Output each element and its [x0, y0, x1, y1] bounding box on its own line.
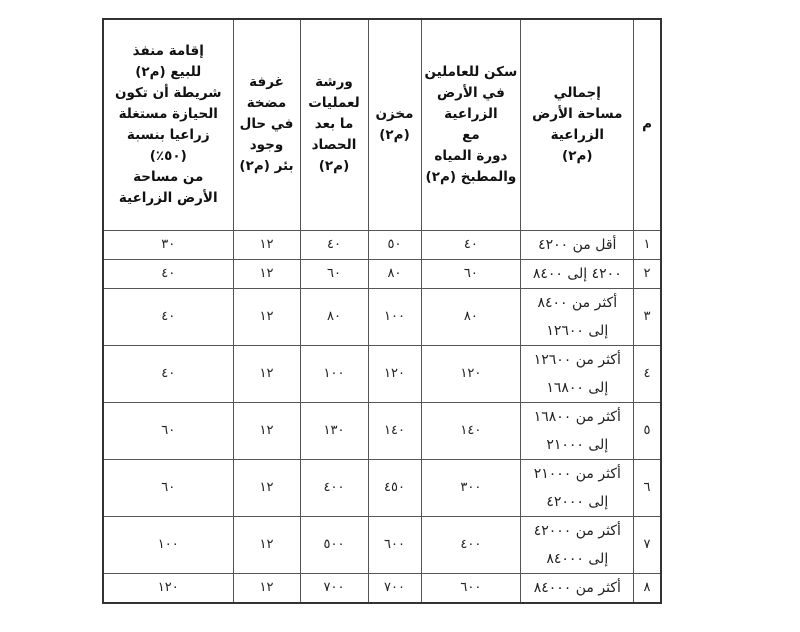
row-index: ٣	[634, 288, 661, 345]
storage-value: ١٤٠	[368, 402, 421, 459]
area-range: أكثر من ٢١٠٠٠ إلى ٤٢٠٠٠	[521, 459, 634, 516]
workshop-value: ٨٠	[300, 288, 368, 345]
outlet-value: ٤٠	[103, 288, 233, 345]
header-pump-room: غرفة مضخة في حال وجود بئر (م٢)	[233, 19, 300, 230]
pump-value: ١٢	[233, 259, 300, 288]
area-range: أكثر من ١٦٨٠٠ إلى ٢١٠٠٠	[521, 402, 634, 459]
outlet-value: ٦٠	[103, 459, 233, 516]
workshop-value: ٤٠٠	[300, 459, 368, 516]
row-index: ٧	[634, 516, 661, 573]
housing-value: ٨٠	[421, 288, 521, 345]
table-row	[103, 573, 661, 603]
workshop-value: ١٠٠	[300, 345, 368, 402]
pump-value: ١٢	[233, 516, 300, 573]
storage-value: ٥٠	[368, 230, 421, 259]
header-index: م	[634, 19, 661, 230]
pump-value: ١٢	[233, 345, 300, 402]
housing-value: ١٢٠	[421, 345, 521, 402]
area-range: أكثر من ٤٢٠٠٠ إلى ٨٤٠٠٠	[521, 516, 634, 573]
header-sales-outlet: إقامة منفذ للبيع (م٢) شريطة أن تكون الحيازة مستغلة زراعيا بنسبة (٥٠٪) من مساحة الأرض الزراعية	[103, 19, 233, 230]
area-range: أكثر من ٨٤٠٠ إلى ١٢٦٠٠	[521, 288, 634, 345]
table-row	[103, 288, 661, 345]
workshop-value: ٥٠٠	[300, 516, 368, 573]
building-allowance-table	[102, 18, 662, 604]
pump-value: ١٢	[233, 459, 300, 516]
housing-value: ١٤٠	[421, 402, 521, 459]
storage-value: ٧٠٠	[368, 573, 421, 603]
workshop-value: ٧٠٠	[300, 573, 368, 603]
outlet-value: ١٠٠	[103, 516, 233, 573]
area-range: أقل من ٤٢٠٠	[521, 230, 634, 259]
housing-value: ٣٠٠	[421, 459, 521, 516]
storage-value: ٤٥٠	[368, 459, 421, 516]
header-storage: مخزن (م٢)	[368, 19, 421, 230]
workshop-value: ٦٠	[300, 259, 368, 288]
pump-value: ١٢	[233, 573, 300, 603]
row-index: ٢	[634, 259, 661, 288]
area-range: ٤٢٠٠ إلى ٨٤٠٠	[521, 259, 634, 288]
area-range: أكثر من ١٢٦٠٠ إلى ١٦٨٠٠	[521, 345, 634, 402]
housing-value: ٦٠٠	[421, 573, 521, 603]
storage-value: ٦٠٠	[368, 516, 421, 573]
storage-value: ١٢٠	[368, 345, 421, 402]
row-index: ٥	[634, 402, 661, 459]
header-worker-housing: سكن للعاملين في الأرض الزراعية مع دورة المياه والمطبخ (م٢)	[421, 19, 521, 230]
housing-value: ٦٠	[421, 259, 521, 288]
workshop-value: ٤٠	[300, 230, 368, 259]
outlet-value: ٤٠	[103, 345, 233, 402]
row-index: ١	[634, 230, 661, 259]
workshop-value: ١٣٠	[300, 402, 368, 459]
table-row	[103, 259, 661, 288]
table-row	[103, 345, 661, 402]
area-range: أكثر من ٨٤٠٠٠	[521, 573, 634, 603]
header-row	[103, 19, 661, 230]
table-row	[103, 516, 661, 573]
header-total-area: إجمالي مساحة الأرض الزراعية (م٢)	[521, 19, 634, 230]
table-row	[103, 230, 661, 259]
outlet-value: ٤٠	[103, 259, 233, 288]
outlet-value: ٦٠	[103, 402, 233, 459]
row-index: ٤	[634, 345, 661, 402]
header-workshop: ورشة لعمليات ما بعد الحصاد (م٢)	[300, 19, 368, 230]
row-index: ٨	[634, 573, 661, 603]
table-row	[103, 459, 661, 516]
storage-value: ٨٠	[368, 259, 421, 288]
storage-value: ١٠٠	[368, 288, 421, 345]
pump-value: ١٢	[233, 402, 300, 459]
pump-value: ١٢	[233, 230, 300, 259]
housing-value: ٤٠٠	[421, 516, 521, 573]
row-index: ٦	[634, 459, 661, 516]
housing-value: ٤٠	[421, 230, 521, 259]
outlet-value: ١٢٠	[103, 573, 233, 603]
outlet-value: ٣٠	[103, 230, 233, 259]
table-row	[103, 402, 661, 459]
pump-value: ١٢	[233, 288, 300, 345]
